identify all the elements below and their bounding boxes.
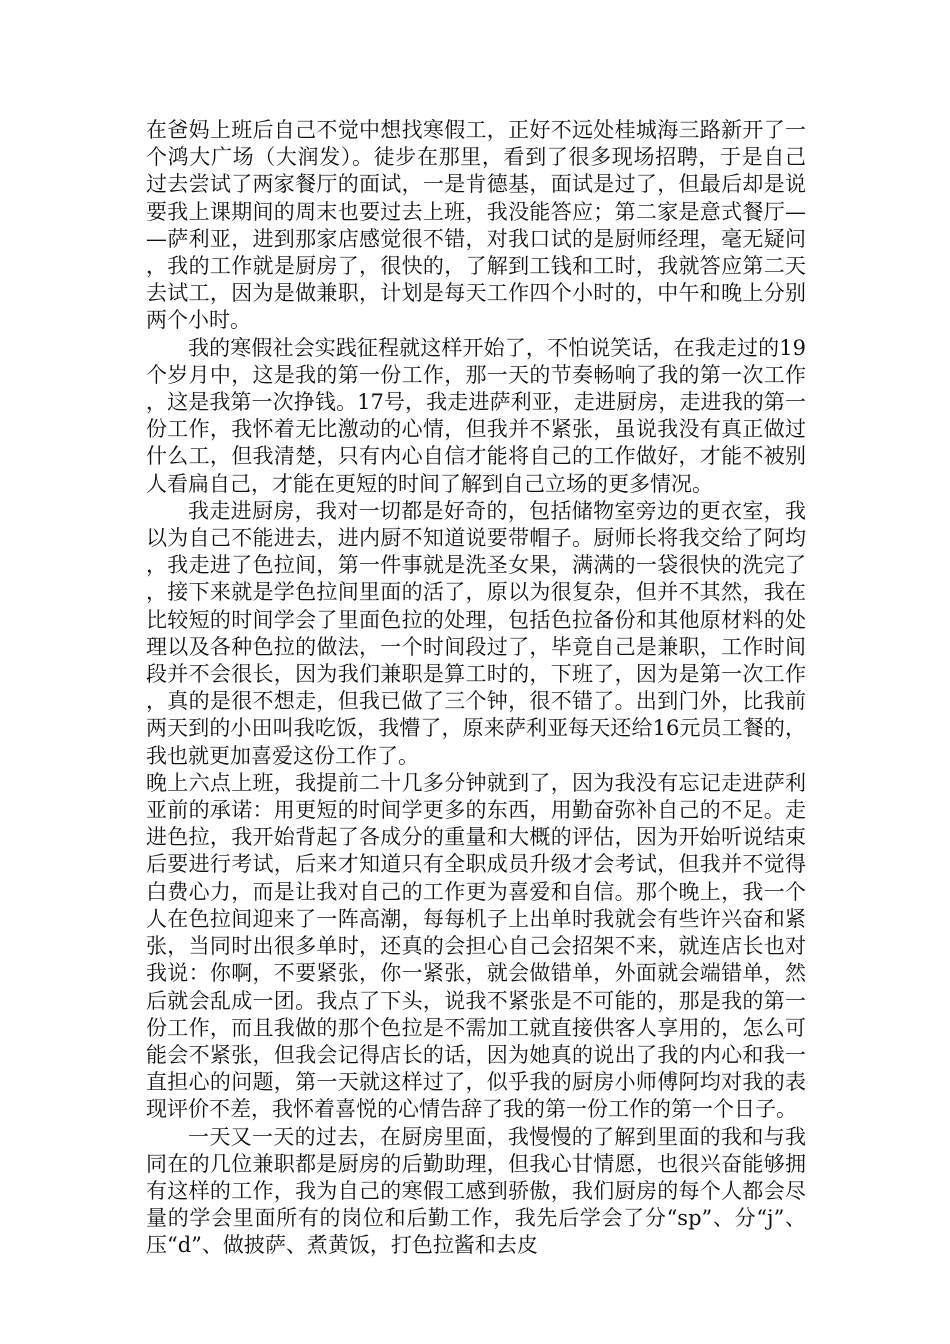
paragraph-5: 一天又一天的过去，在厨房里面，我慢慢的了解到里面的我和与我同在的几位兼职都是厨房的后勤助理，但我心甘情愿，也很兴奋能够拥有这样的工作，我为自己的寒假工感到骄傲，我们厨房的每个人都会尽量的学会里面所有的岗位和后勤工作，我先后学会了分“sp”、分“j”、压“d”、做披萨、煮黄饭，打色拉酱和去皮 bbox=[146, 1124, 806, 1258]
paragraph-2: 我的寒假社会实践征程就这样开始了，不怕说笑话，在我走过的19个岁月中，这是我的第一份工作，那一天的节奏畅响了我的第一次工作，这是我第一次挣钱。17号，我走进萨利亚，走进厨房，走进我的第一份工作，我怀着无比激动的心情，但我并不紧张，虽说我没有真正做过什么工，但我清楚，只有内心自信才能将自己的工作做好，才能不被别人看扁自己，才能在更短的时间了解到自己立场的更多情况。 bbox=[146, 335, 806, 496]
paragraph-1: 在爸妈上班后自己不觉中想找寒假工，正好不远处桂城海三路新开了一个鸿大广场（大润发）。徒步在那里，看到了很多现场招聘，于是自己过去尝试了两家餐厅的面试，一是肯德基，面试是过了，但最后却是说要我上课期间的周末也要过去上班，我没能答应；第二家是意式餐厅——萨利亚，进到那家店感觉很不错，对我口试的是厨师经理，毫无疑问，我的工作就是厨房了，很快的，了解到工钱和工时，我就答应第二天去试工，因为是做兼职，计划是每天工作四个小时的，中午和晚上分别两个小时。 bbox=[146, 118, 806, 333]
paragraph-4: 晚上六点上班，我提前二十几多分钟就到了，因为我没有忘记走进萨利亚前的承诺：用更短的时间学更多的东西，用勤奋弥补自己的不足。走进色拉，我开始背起了各成分的重量和大概的评估，因为开始听说结束后要进行考试，后来才知道只有全职成员升级才会考试，但我并不觉得白费心力，而是让我对自己的工作更为喜爱和自信。那个晚上，我一个人在色拉间迎来了一阵高潮，每每机子上出单时我就会有些许兴奋和紧张，当同时出很多单时，还真的会担心自己会招架不来，就连店长也对我说：你啊，不要紧张，你一紧张，就会做错单，外面就会端错单，然后就会乱成一团。我点了下头，说我不紧张是不可能的，那是我的第一份工作，而且我做的那个色拉是不需加工就直接供客人享用的，怎么可能会不紧张，但我会记得店长的话，因为她真的说出了我的内心和我一直担心的问题，第一天就这样过了，似乎我的厨房小师傅阿均对我的表现评价不差，我怀着喜悦的心情告辞了我的第一份工作的第一个日子。 bbox=[146, 770, 806, 1122]
document-body bbox=[146, 117, 806, 1260]
paragraph-3: 我走进厨房，我对一切都是好奇的，包括储物室旁边的更衣室，我以为自己不能进去，进内厨不知道说要带帽子。厨师长将我交给了阿均，我走进了色拉间，第一件事就是洗圣女果，满满的一袋很快的洗完了，接下来就是学色拉间里面的活了，原以为很复杂，但并不其然，我在比较短的时间学会了里面色拉的处理，包括色拉备份和其他原材料的处理以及各种色拉的做法，一个时间段过了，毕竟自己是兼职，工作时间段并不会很长，因为我们兼职是算工时的，下班了，因为是第一次工作，真的是很不想走，但我已做了三个钟，很不错了。出到门外，比我前两天到的小田叫我吃饭，我懵了，原来萨利亚每天还给16元员工餐的，我也就更加喜爱这份工作了。 bbox=[146, 498, 806, 768]
